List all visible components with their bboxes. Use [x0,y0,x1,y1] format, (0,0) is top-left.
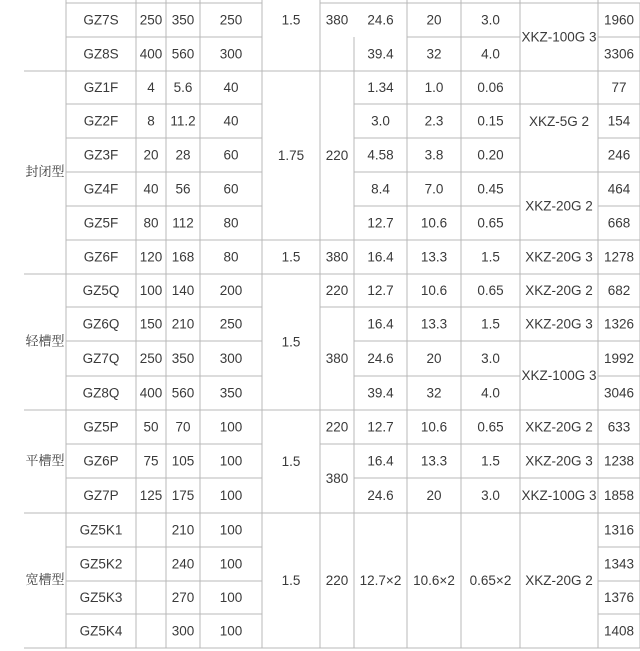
value-cell: 240 [171,556,195,572]
value-cell: 10.6 [420,419,448,435]
value-cell: 300 [219,351,243,366]
group-label-kuancao: 宽槽型 [25,573,65,588]
model-cell: GZ3F [83,147,119,163]
value-cell: 1.0 [424,80,444,95]
value-cell: 39.4 [367,46,394,62]
merged-cell: 380 [325,249,349,265]
value-cell: 8 [147,113,155,129]
value-cell: 0.65 [477,215,504,231]
value-cell: 13.3 [420,249,448,265]
value-cell: 560 [171,46,195,62]
value-cell: 2.3 [424,113,444,129]
value-cell: 154 [607,113,631,129]
merged-cell: 1.5 [281,12,301,28]
value-cell: 24.6 [367,351,394,366]
merged-cell: XKZ-5G 2 [528,114,590,129]
value-cell: 3.0 [481,351,500,366]
model-cell: GZ7P [83,488,119,503]
value-cell: 0.65 [477,283,504,298]
value-cell: 20 [426,351,442,366]
value-cell: 80 [143,215,159,231]
value-cell: 100 [219,623,243,639]
merged-cell: 220 [325,419,349,435]
value-cell: 1.5 [481,249,500,265]
merged-cell: XKZ-20G 2 [525,198,593,214]
value-cell: 12.7 [367,283,394,298]
value-cell: 210 [171,522,195,538]
group-label-qingcao: 轻槽型 [25,334,65,350]
value-cell: 24.6 [367,488,394,503]
value-cell: 28 [175,147,191,163]
value-cell: 16.4 [367,249,394,265]
value-cell: 3.0 [481,488,500,503]
value-cell: 246 [607,147,631,163]
model-cell: GZ6P [83,453,119,469]
value-cell: 300 [171,623,195,639]
value-cell: 125 [139,488,163,503]
value-cell: 120 [139,249,163,265]
model-cell: GZ5K1 [79,522,123,538]
value-cell: 350 [171,351,195,366]
value-cell: 10.6 [420,283,448,298]
value-cell: 5.6 [173,80,193,95]
model-cell: GZ5Q [82,283,120,298]
group-label-fengbi: 封闭型 [25,165,65,180]
merged-cell: 1.5 [281,454,301,469]
value-cell: 60 [223,181,239,197]
value-cell: 560 [171,385,195,401]
value-cell: 168 [171,249,195,265]
model-cell: GZ6Q [82,316,120,332]
value-cell: 100 [219,453,243,469]
value-cell: 20 [426,488,442,503]
value-cell: 4.0 [481,46,500,62]
value-cell: 4.0 [481,385,500,401]
value-cell: 4.58 [367,147,394,163]
value-cell: 400 [139,385,163,401]
merged-cell: 10.6×2 [413,573,455,588]
value-cell: 77 [611,80,627,95]
value-cell: 175 [171,488,195,503]
merged-cell: XKZ-100G 3 [521,488,597,503]
value-cell: 3.0 [481,12,500,28]
value-cell: 13.3 [420,453,448,469]
model-cell: GZ5K3 [79,590,123,605]
value-cell: 633 [607,419,631,435]
value-cell: 105 [171,453,195,469]
value-cell: 40 [223,113,239,129]
model-cell: GZ4F [83,181,119,197]
value-cell: 350 [171,12,195,28]
value-cell: 32 [426,46,442,62]
merged-cell: 380 [325,351,349,366]
value-cell: 20 [426,12,442,28]
value-cell: 200 [219,283,243,298]
value-cell: 0.06 [477,80,504,95]
value-cell: 10.6 [420,215,448,231]
group-label-pingcao: 平槽型 [25,454,65,469]
value-cell: 50 [143,419,159,435]
merged-cell: XKZ-100G 3 [521,368,597,383]
value-cell: 100 [219,522,243,538]
merged-cell: XKZ-20G 3 [525,249,593,265]
value-cell: 0.45 [477,181,504,197]
value-cell: 8.4 [371,181,390,197]
value-cell: 3306 [603,46,635,62]
merged-cell: 220 [325,148,349,163]
value-cell: 140 [171,283,195,298]
merged-cell: 1.75 [277,148,305,163]
value-cell: 250 [139,12,163,28]
value-cell: 1858 [603,488,635,503]
value-cell: 40 [223,80,239,95]
value-cell: 56 [175,181,191,197]
merged-cell: 380 [325,12,349,28]
merged-cell: 220 [325,573,349,588]
value-cell: 100 [219,556,243,572]
model-cell: GZ5F [83,215,119,231]
value-cell: 270 [171,590,195,605]
value-cell: 12.7 [367,215,394,231]
value-cell: 7.0 [424,181,444,197]
merged-cell: XKZ-20G 2 [525,573,593,588]
model-cell: GZ1F [83,80,119,95]
value-cell: 1238 [603,453,635,469]
value-cell: 464 [607,181,631,197]
spec-table [24,0,640,651]
value-cell: 250 [139,351,163,366]
value-cell: 1376 [603,590,635,605]
merged-cell: 1.5 [281,573,301,588]
merged-cell: 0.65×2 [469,573,512,588]
value-cell: 400 [139,46,163,62]
model-cell: GZ5K4 [79,623,123,639]
value-cell: 0.15 [477,113,504,129]
merged-cell: 12.7×2 [359,573,402,588]
value-cell: 39.4 [367,385,394,401]
merged-cell: XKZ-20G 3 [525,453,593,469]
model-cell: GZ7S [83,12,119,28]
merged-cell: 1.5 [281,334,301,350]
value-cell: 4 [147,80,155,95]
value-cell: 24.6 [367,12,394,28]
merged-cell: XKZ-20G 3 [525,316,593,332]
value-cell: 1992 [603,351,635,366]
merged-cell: XKZ-20G 2 [525,283,593,298]
value-cell: 150 [139,316,163,332]
value-cell: 1326 [603,316,635,332]
value-cell: 3046 [603,385,635,401]
value-cell: 40 [143,181,159,197]
value-cell: 20 [143,147,159,163]
value-cell: 250 [219,316,243,332]
value-cell: 0.65 [477,419,504,435]
value-cell: 3.0 [371,113,390,129]
merged-cell: 1.5 [281,249,301,265]
value-cell: 668 [607,215,631,231]
value-cell: 1.5 [481,453,500,469]
value-cell: 210 [171,316,195,332]
value-cell: 70 [175,419,191,435]
value-cell: 100 [139,283,163,298]
value-cell: 1960 [603,12,635,28]
value-cell: 100 [219,590,243,605]
value-cell: 3.8 [424,147,444,163]
value-cell: 80 [223,215,239,231]
value-cell: 100 [219,419,243,435]
model-cell: GZ7Q [82,351,120,366]
value-cell: 12.7 [367,419,394,435]
value-cell: 350 [219,385,243,401]
value-cell: 112 [172,215,194,231]
model-cell: GZ5K2 [79,556,123,572]
merged-cell: XKZ-20G 2 [525,419,593,435]
value-cell: 1.5 [481,316,500,332]
value-cell: 80 [223,249,239,265]
merged-cell: 220 [325,283,349,298]
value-cell: 0.20 [477,147,504,163]
value-cell: 60 [223,147,239,163]
value-cell: 250 [219,12,243,28]
model-cell: GZ6F [83,249,119,265]
value-cell: 13.3 [420,316,448,332]
value-cell: 300 [219,46,243,62]
value-cell: 100 [219,488,243,503]
value-cell: 1408 [603,623,635,639]
value-cell: 1316 [603,522,635,538]
model-cell: GZ8Q [82,385,120,401]
value-cell: 11.2 [170,113,196,129]
value-cell: 1.34 [367,80,394,95]
merged-cell: XKZ-100G 3 [521,29,597,45]
value-cell: 682 [607,283,631,298]
value-cell: 16.4 [367,316,394,332]
model-cell: GZ8S [83,46,119,62]
merged-cell: 380 [325,471,349,486]
value-cell: 16.4 [367,453,394,469]
value-cell: 1278 [603,249,635,265]
model-cell: GZ5P [83,419,119,435]
value-cell: 75 [143,453,159,469]
model-cell: GZ2F [83,113,119,129]
value-cell: 1343 [603,556,635,572]
value-cell: 32 [426,385,442,401]
